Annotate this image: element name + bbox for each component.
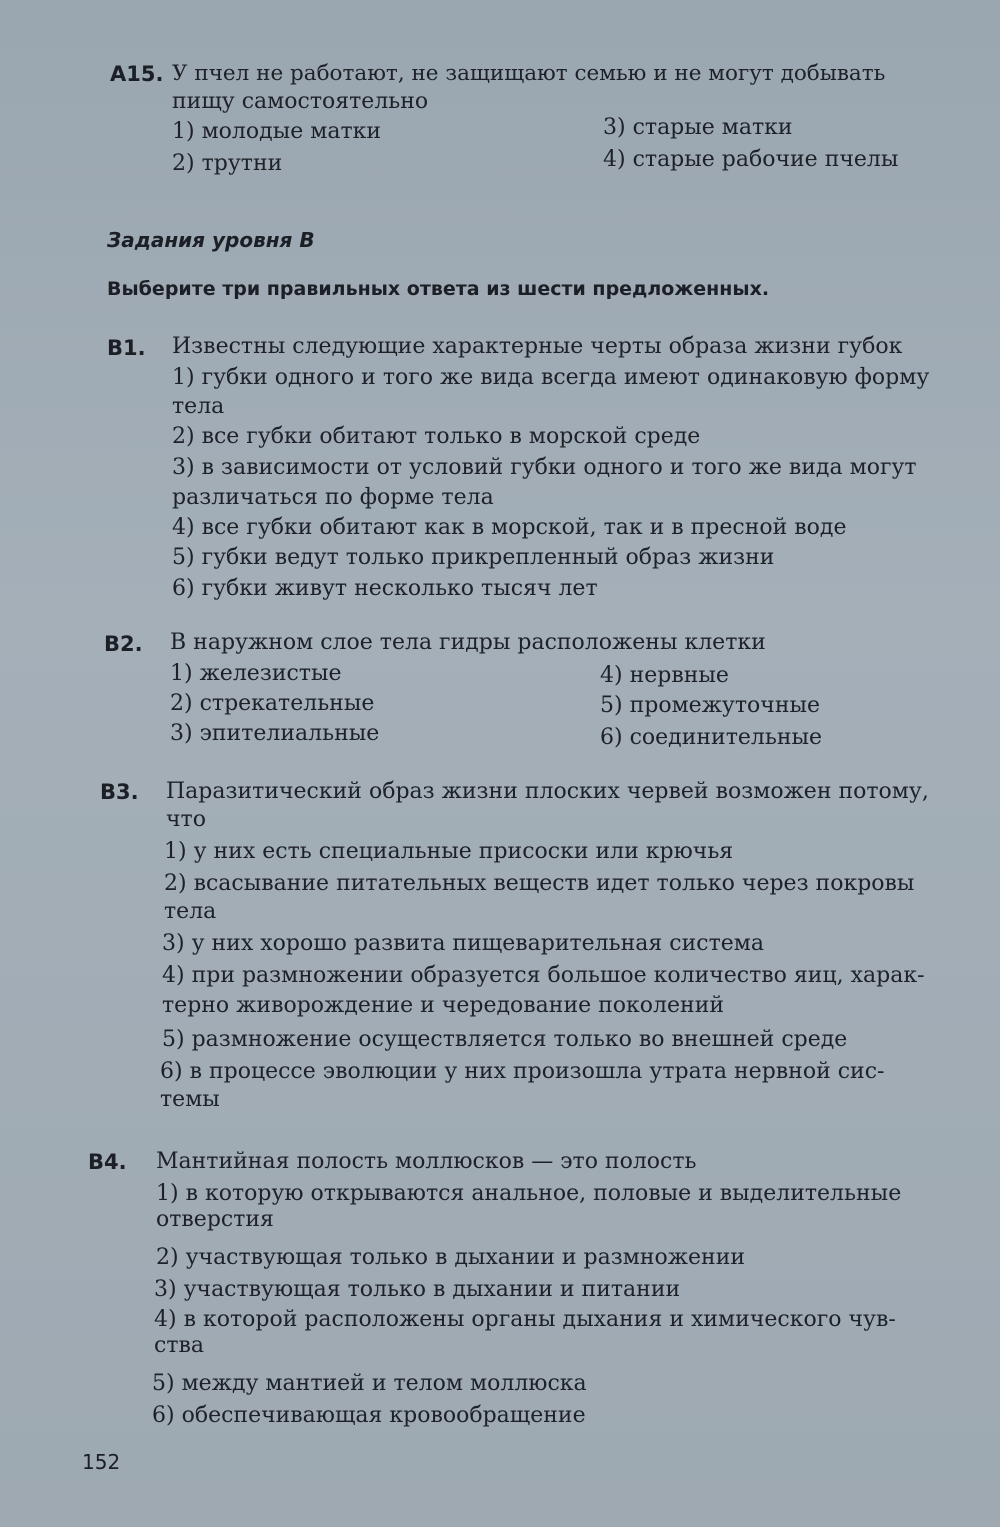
answer-option-continued: тела xyxy=(172,394,225,419)
answer-option: 5) между мантией и телом моллюска xyxy=(152,1371,587,1396)
question-number: A15. xyxy=(110,62,164,86)
answer-option: 2) всасывание питательных веществ идет только через покровы xyxy=(164,871,915,896)
question-stem-continued: что xyxy=(166,807,206,832)
answer-option-continued: темы xyxy=(160,1087,220,1112)
section-instruction: Выберите три правильных ответа из шести предложенных. xyxy=(107,278,770,300)
answer-option: 2) участвующая только в дыхании и размножении xyxy=(156,1245,746,1270)
answer-option: 1) губки одного и того же вида всегда имеют одинаковую форму xyxy=(172,365,930,390)
answer-option-continued: отверстия xyxy=(156,1207,274,1232)
question-number: В4. xyxy=(88,1150,127,1174)
answer-option: 5) промежуточные xyxy=(600,693,821,718)
answer-option: 5) губки ведут только прикрепленный образ жизни xyxy=(172,545,775,570)
answer-option: 4) при размножении образуется большое количество яиц, харак- xyxy=(162,963,925,988)
answer-option: 4) старые рабочие пчелы xyxy=(603,147,899,172)
question-stem: Паразитический образ жизни плоских червей возможен потому, xyxy=(166,779,929,804)
section-title: Задания уровня В xyxy=(107,228,315,252)
answer-option: 2) все губки обитают только в морской среде xyxy=(172,424,701,449)
answer-option-continued: тела xyxy=(164,899,217,924)
answer-option: 6) в процессе эволюции у них произошла утрата нервной сис- xyxy=(160,1059,885,1084)
question-stem: Мантийная полость моллюсков — это полость xyxy=(156,1149,697,1174)
answer-option: 1) у них есть специальные присоски или крючья xyxy=(164,839,734,864)
answer-option-continued: ства xyxy=(154,1333,204,1358)
answer-option: 2) трутни xyxy=(172,151,283,176)
answer-option: 2) стрекательные xyxy=(170,691,375,716)
answer-option: 1) молодые матки xyxy=(172,119,382,144)
question-stem-continued: пищу самостоятельно xyxy=(172,89,429,114)
answer-option: 6) губки живут несколько тысяч лет xyxy=(172,576,598,601)
answer-option: 4) в которой расположены органы дыхания и химического чув- xyxy=(154,1307,896,1332)
page-number: 152 xyxy=(82,1450,121,1474)
answer-option: 4) нервные xyxy=(600,663,729,688)
answer-option: 1) в которую открываются анальное, половые и выделительные xyxy=(156,1181,902,1206)
question-stem: У пчел не работают, не защищают семью и не могут добывать xyxy=(172,61,886,86)
answer-option: 3) эпителиальные xyxy=(170,721,380,746)
answer-option-continued: терно живорождение и чередование поколений xyxy=(162,993,725,1018)
question-stem: Известны следующие характерные черты образа жизни губок xyxy=(172,334,903,359)
answer-option: 3) в зависимости от условий губки одного и того же вида могут xyxy=(172,455,917,480)
question-stem: В наружном слое тела гидры расположены клетки xyxy=(170,630,766,655)
answer-option: 3) у них хорошо развита пищеварительная система xyxy=(162,931,765,956)
answer-option: 1) железистые xyxy=(170,661,342,686)
answer-option: 4) все губки обитают как в морской, так и в пресной воде xyxy=(172,515,847,540)
question-number: В3. xyxy=(100,780,139,804)
question-number: В2. xyxy=(104,632,143,656)
answer-option-continued: различаться по форме тела xyxy=(172,485,494,510)
answer-option: 6) соединительные xyxy=(600,725,823,750)
answer-option: 5) размножение осуществляется только во внешней среде xyxy=(162,1027,848,1052)
answer-option: 3) старые матки xyxy=(603,115,793,140)
answer-option: 6) обеспечивающая кровообращение xyxy=(152,1403,586,1428)
question-number: В1. xyxy=(107,336,146,360)
answer-option: 3) участвующая только в дыхании и питании xyxy=(154,1277,681,1302)
